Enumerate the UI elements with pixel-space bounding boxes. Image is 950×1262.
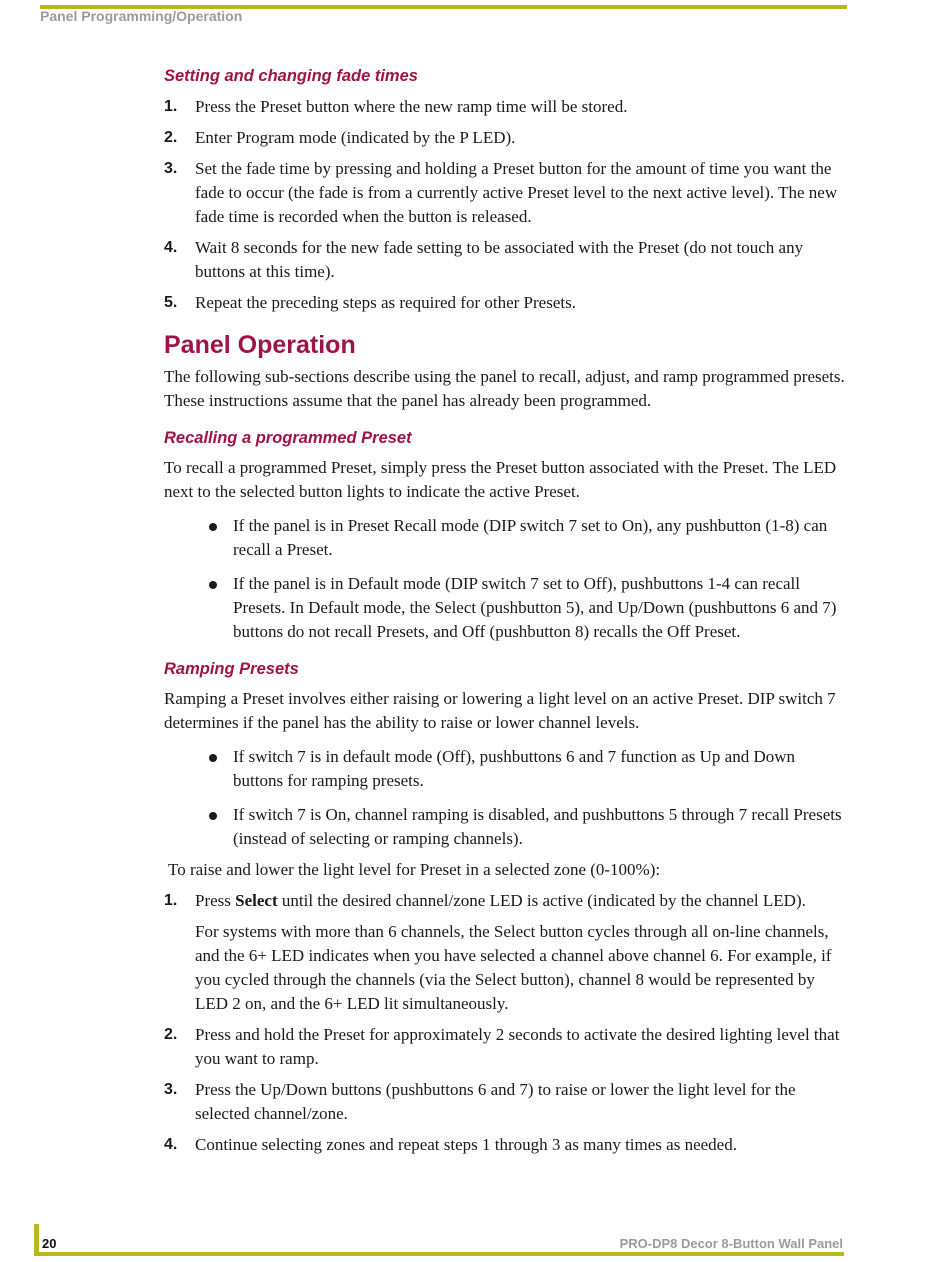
panel-operation-heading: Panel Operation	[164, 331, 356, 359]
recall-bullets	[164, 514, 846, 644]
bullet-text: If switch 7 is in default mode (Off), pushbuttons 6 and 7 function as Up and Down buttons for ramping presets.	[233, 747, 796, 790]
list-item	[164, 514, 846, 562]
step-text: Wait 8 seconds for the new fade setting to be associated with the Preset (do not touch any buttons at this time).	[195, 238, 804, 281]
ramping-steps-list	[164, 889, 846, 913]
bullet-icon	[209, 581, 217, 589]
ramping-heading: Ramping Presets	[164, 660, 299, 678]
step-number: 2.	[164, 129, 178, 146]
footer-doc-title: PRO-DP8 Decor 8-Button Wall Panel	[619, 1236, 843, 1251]
ramping-bullets	[164, 745, 846, 851]
select-keyword: Select	[235, 891, 278, 910]
list-item	[164, 803, 846, 851]
recall-heading: Recalling a programmed Preset	[164, 429, 412, 447]
step-number: 2.	[164, 1026, 178, 1043]
step-text: Repeat the preceding steps as required for other Presets.	[195, 293, 576, 312]
step-number: 4.	[164, 1136, 178, 1153]
list-item	[164, 572, 846, 644]
step-note: For systems with more than 6 channels, the Select button cycles through all on-line channels, and the 6+ LED indicates when you have selected a channel above channel 6. For example, if you cycled through the channels (via the Select button), channel 8 would be represented by LED 2 on, and the 6+ LED lit simultaneously.	[195, 922, 832, 1013]
step-text: Press the Up/Down buttons (pushbuttons 6 and 7) to raise or lower the light level for the selected channel/zone.	[195, 1080, 796, 1123]
fade-times-heading: Setting and changing fade times	[164, 67, 418, 85]
ramping-lead: To raise and lower the light level for Preset in a selected zone (0-100%):	[168, 860, 661, 879]
page-body	[164, 64, 846, 1157]
bullet-icon	[209, 754, 217, 762]
list-item	[164, 157, 846, 229]
list-item	[164, 126, 846, 150]
fade-steps-list	[164, 95, 846, 315]
list-item	[164, 1023, 846, 1071]
step-text-pre: Press	[195, 891, 236, 910]
operation-intro: The following sub-sections describe using the panel to recall, adjust, and ramp programmed presets. These instructions assume that the panel has already been programmed.	[164, 367, 845, 410]
list-item	[164, 236, 846, 284]
step-text: Continue selecting zones and repeat steps 1 through 3 as many times as needed.	[195, 1135, 737, 1154]
step-number: 1.	[164, 892, 178, 909]
step-text: Enter Program mode (indicated by the P LED).	[195, 128, 516, 147]
list-item	[164, 291, 846, 315]
list-item	[164, 1078, 846, 1126]
page-number: 20	[42, 1236, 57, 1251]
ramping-intro: Ramping a Preset involves either raising or lowering a light level on an active Preset. DIP switch 7 determines if the panel has the ability to raise or lower channel levels.	[164, 689, 836, 732]
bullet-text: If the panel is in Default mode (DIP switch 7 set to Off), pushbuttons 1-4 can recall Presets. In Default mode, the Select (pushbutton 5), and Up/Down (pushbuttons 6 and 7) buttons do not recall Presets, and Off (pushbutton 8) recalls the Off Preset.	[233, 574, 837, 641]
step-number: 4.	[164, 239, 178, 256]
running-header: Panel Programming/Operation	[40, 8, 243, 24]
step-text: Press and hold the Preset for approximately 2 seconds to activate the desired lighting level that you want to ramp.	[195, 1025, 840, 1068]
list-item	[164, 95, 846, 119]
step-text: Set the fade time by pressing and holding a Preset button for the amount of time you want the fade to occur (the fade is from a currently active Preset level to the next active level). The new fade time is recorded when the button is released.	[195, 159, 838, 226]
list-item	[164, 745, 846, 793]
step-text: Press the Preset button where the new ramp time will be stored.	[195, 97, 628, 116]
recall-intro: To recall a programmed Preset, simply press the Preset button associated with the Preset. The LED next to the selected button lights to indicate the active Preset.	[164, 458, 837, 501]
ramping-steps-list-cont	[164, 1023, 846, 1157]
list-item	[164, 889, 846, 913]
bullet-text: If the panel is in Preset Recall mode (DIP switch 7 set to On), any pushbutton (1-8) can recall a Preset.	[233, 516, 828, 559]
step-number: 3.	[164, 160, 178, 177]
list-item	[164, 1133, 846, 1157]
step-text-post: until the desired channel/zone LED is active (indicated by the channel LED).	[277, 891, 806, 910]
step-number: 5.	[164, 294, 178, 311]
bullet-icon	[209, 812, 217, 820]
step-number: 3.	[164, 1081, 178, 1098]
step-number: 1.	[164, 98, 178, 115]
footer-rule	[34, 1252, 844, 1256]
bullet-text: If switch 7 is On, channel ramping is disabled, and pushbuttons 5 through 7 recall Presets (instead of selecting or ramping channels).	[233, 805, 842, 848]
bullet-icon	[209, 523, 217, 531]
